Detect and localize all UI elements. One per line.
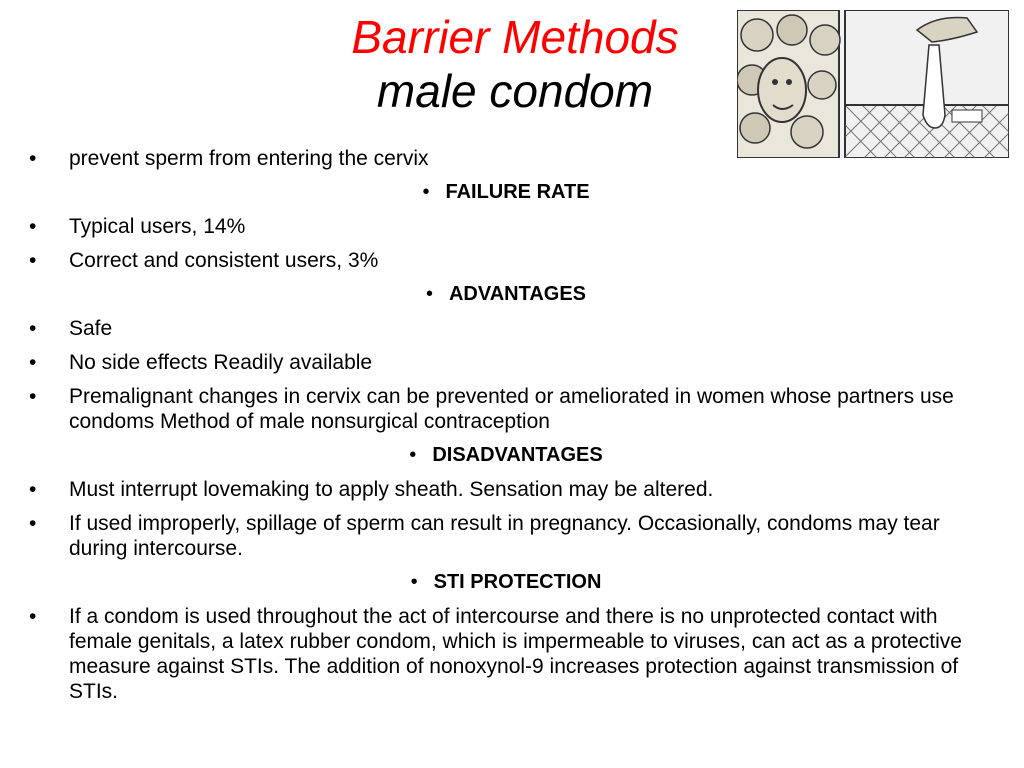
bullet-item-text: If a condom is used throughout the act of intercourse and there is no unprotected contact with female genitals, a latex rubber condom, which is impermeable to viruses, can act as a protective measure against STIs. The addition of nonoxynol-9 increases protection against transmission of STIs. [69,605,962,703]
slide-title [280,10,750,118]
bullet-glyph: • [425,283,433,305]
bullet-item-text: Premalignant changes in cervix can be prevented or ameliorated in women whose partners use condoms Method of male nonsurgical contraception [69,385,954,433]
title-subtitle: male condom [376,65,654,117]
bullet-item-text: No side effects Readily available [69,351,373,374]
title-main: Barrier Methods [351,11,679,63]
bullet-glyph: • [29,147,37,170]
bullet-glyph: • [29,385,37,408]
bullet-glyph: • [29,478,37,501]
bullet-item [26,350,986,375]
bullet-item-text: Safe [69,317,113,340]
bullet-item-text: Must interrupt lovemaking to apply sheath. Sensation may be altered. [69,478,714,501]
section-heading [26,570,986,595]
bullet-item-text: Correct and consistent users, 3% [69,249,379,272]
bullet-glyph: • [29,249,37,272]
bullet-glyph: • [422,181,430,203]
section-heading-text: DISADVANTAGES [432,444,603,466]
section-heading [26,282,986,307]
bullet-glyph: • [29,512,37,535]
bullet-item [26,316,986,341]
section-heading-text: STI PROTECTION [433,571,602,593]
bullet-glyph: • [29,317,37,340]
bullet-item [26,384,986,434]
cartoon-image [737,10,1009,158]
bullet-item-text: If used improperly, spillage of sperm can result in pregnancy. Occasionally, condoms may tear during intercourse. [69,512,940,560]
section-heading-text: ADVANTAGES [448,283,587,305]
bullet-glyph: • [29,215,37,238]
bullet-item [26,511,986,561]
bullet-item [26,214,986,239]
section-heading [26,180,986,205]
bullet-item-text: Typical users, 14% [69,215,246,238]
slide-body [26,146,986,713]
bullet-glyph: • [29,605,37,628]
bullet-item [26,248,986,273]
section-heading-text: FAILURE RATE [445,181,590,203]
bullet-glyph: • [410,571,418,593]
bullet-item [26,477,986,502]
bullet-item [26,604,986,704]
bullet-item [26,146,986,171]
section-heading [26,443,986,468]
bullet-glyph: • [29,351,37,374]
bullet-item-text: prevent sperm from entering the cervix [69,147,429,170]
bullet-glyph: • [409,444,417,466]
